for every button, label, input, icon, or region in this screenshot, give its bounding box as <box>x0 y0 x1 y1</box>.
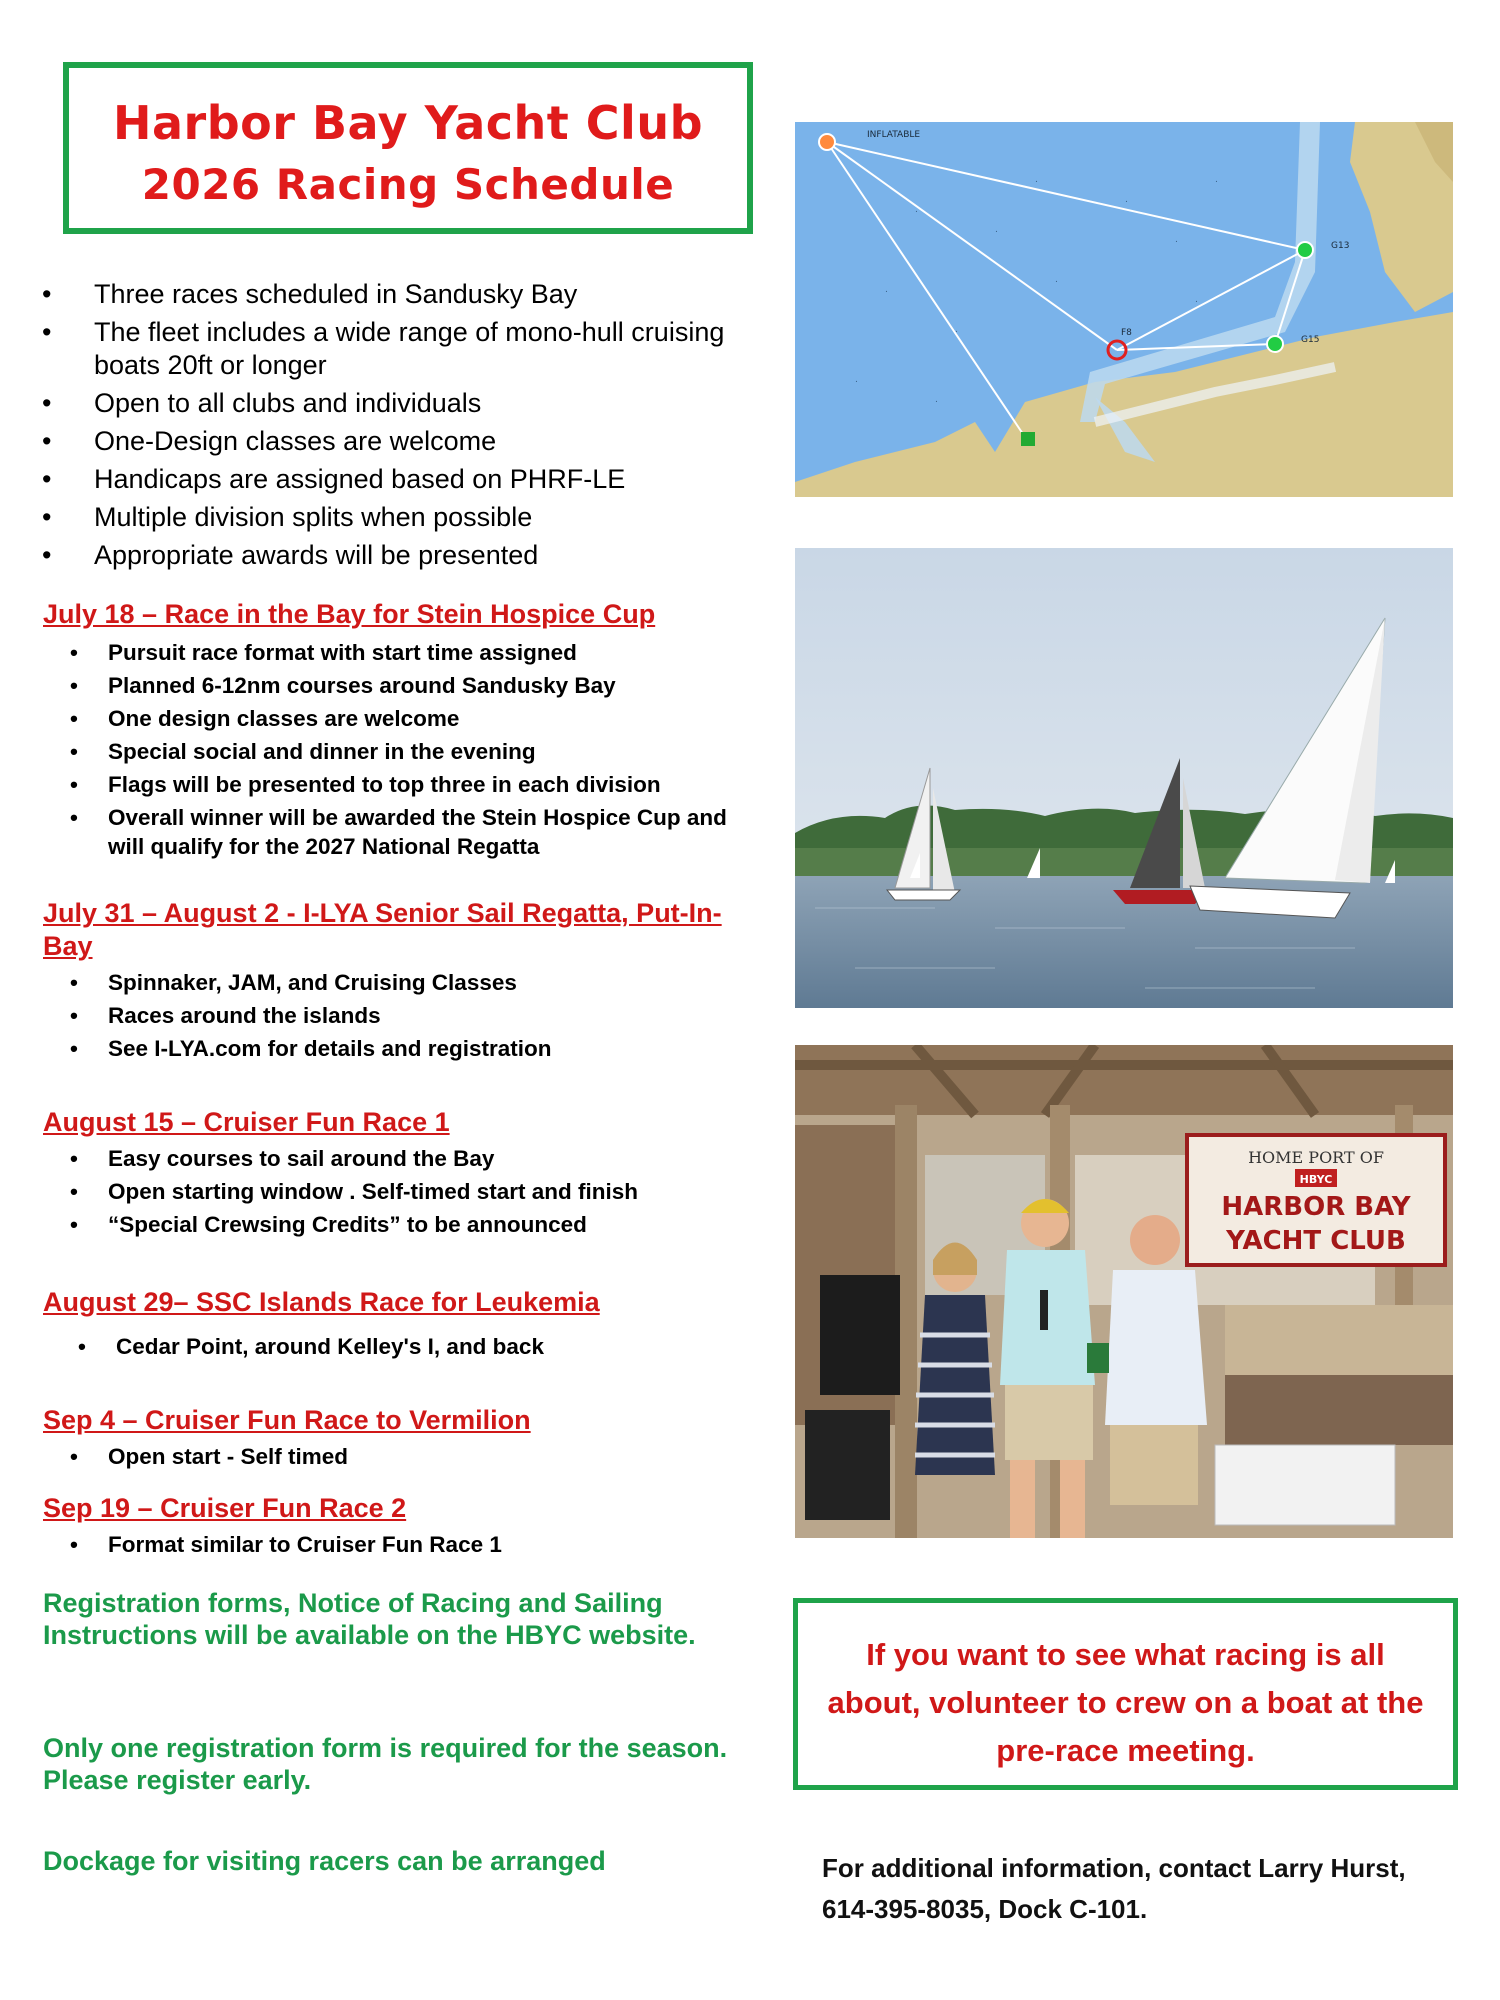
intro-bullet: • Handicaps are assigned based on PHRF-LE <box>42 463 742 496</box>
dockage-note: Dockage for visiting racers can be arranged <box>43 1846 606 1876</box>
event-list-stein-cup <box>70 636 750 861</box>
list-item: • Special social and dinner in the evening <box>70 735 750 768</box>
event-list-senior-regatta <box>70 966 750 1065</box>
intro-bullet: • Open to all clubs and individuals <box>42 387 742 420</box>
schedule-title: 2026 Racing Schedule <box>141 160 675 209</box>
intro-bullet-list <box>42 278 742 577</box>
sailboat-photo-graphic <box>795 548 1453 1008</box>
map-label-inflatable: INFLATABLE <box>867 130 921 140</box>
list-item: • Format similar to Cruiser Fun Race 1 <box>70 1528 750 1561</box>
event-heading-stein-cup: July 18 – Race in the Bay for Stein Hospice Cup <box>43 599 656 629</box>
event-list-fun-race-2 <box>70 1528 750 1561</box>
svg-text:.: . <box>955 325 958 335</box>
club-sign-line2: HARBOR BAY <box>1221 1192 1411 1222</box>
list-item: • Planned 6-12nm courses around Sandusky Bay <box>70 669 750 702</box>
trophy-cup-icon <box>1087 1343 1109 1373</box>
event-heading-vermilion: Sep 4 – Cruiser Fun Race to Vermilion <box>43 1405 531 1435</box>
club-sign-line1: HOME PORT OF <box>1248 1148 1384 1167</box>
intro-bullet: • Multiple division splits when possible <box>42 501 742 534</box>
registration-note: Registration forms, Notice of Racing and Sailing Instructions will be available on the HBYC website. <box>43 1588 696 1650</box>
map-label-g13: G13 <box>1331 241 1350 251</box>
start-mark-icon <box>1021 432 1035 446</box>
list-item: • Races around the islands <box>70 999 750 1032</box>
svg-text:.: . <box>1175 235 1178 245</box>
speaker-icon <box>820 1275 900 1395</box>
list-item: • Overall winner will be awarded the Stein Hospice Cup and will qualify for the 2027 National Regatta <box>70 803 750 861</box>
clubhouse-award-photo <box>795 1045 1453 1538</box>
list-item: • Easy courses to sail around the Bay <box>70 1142 750 1175</box>
svg-text:.: . <box>885 285 888 295</box>
event-list-fun-race-1 <box>70 1142 750 1241</box>
volunteer-callout-box <box>793 1598 1458 1790</box>
svg-text:.: . <box>935 395 938 405</box>
map-label-g15: G15 <box>1301 335 1320 345</box>
event-heading-islands-race: August 29– SSC Islands Race for Leukemia <box>43 1287 600 1317</box>
svg-text:.: . <box>1125 195 1128 205</box>
list-item: • “Special Crewsing Credits” to be announced <box>70 1208 750 1241</box>
list-item: • Cedar Point, around Kelley's I, and back <box>78 1330 758 1363</box>
title-box <box>63 62 753 234</box>
g15-mark-icon <box>1267 336 1283 352</box>
event-list-vermilion <box>70 1440 750 1473</box>
svg-text:.: . <box>1055 275 1058 285</box>
list-item: • Pursuit race format with start time assigned <box>70 636 750 669</box>
svg-text:.: . <box>1035 175 1038 185</box>
club-sign-badge: HBYC <box>1299 1173 1333 1186</box>
map-graphic <box>795 122 1453 497</box>
club-name: Harbor Bay Yacht Club <box>113 96 703 150</box>
intro-bullet: • One-Design classes are welcome <box>42 425 742 458</box>
intro-bullet: • Three races scheduled in Sandusky Bay <box>42 278 742 311</box>
list-item: • See I-LYA.com for details and registration <box>70 1032 750 1065</box>
svg-text:.: . <box>915 205 918 215</box>
intro-bullet: • Appropriate awards will be presented <box>42 539 742 572</box>
contact-info: For additional information, contact Larry Hurst, 614-395-8035, Dock C-101. <box>822 1853 1406 1924</box>
inflatable-mark-icon <box>819 134 835 150</box>
list-item: • Open start - Self timed <box>70 1440 750 1473</box>
sailboat-race-photo <box>795 548 1453 1008</box>
list-item: • One design classes are welcome <box>70 702 750 735</box>
event-heading-fun-race-1: August 15 – Cruiser Fun Race 1 <box>43 1107 450 1137</box>
intro-bullet: • The fleet includes a wide range of mono-hull cruising boats 20ft or longer <box>42 316 742 382</box>
event-heading-senior-regatta: July 31 – August 2 - I-LYA Senior Sail Regatta, Put-In-Bay <box>43 898 722 961</box>
svg-text:.: . <box>855 375 858 385</box>
single-form-note: Only one registration form is required for the season. Please register early. <box>43 1733 728 1795</box>
g13-mark-icon <box>1297 242 1313 258</box>
list-item: • Spinnaker, JAM, and Cruising Classes <box>70 966 750 999</box>
club-sign-line3: YACHT CLUB <box>1226 1226 1406 1256</box>
list-item: • Flags will be presented to top three in each division <box>70 768 750 801</box>
list-item: • Open starting window . Self-timed start and finish <box>70 1175 750 1208</box>
map-label-f8: F8 <box>1121 328 1132 338</box>
clubhouse-photo-graphic <box>795 1045 1453 1538</box>
svg-text:.: . <box>995 225 998 235</box>
volunteer-callout-text: If you want to see what racing is all about, volunteer to crew on a boat at the pre-race meeting. <box>827 1637 1424 1768</box>
event-heading-fun-race-2: Sep 19 – Cruiser Fun Race 2 <box>43 1493 407 1523</box>
svg-text:.: . <box>1195 295 1198 305</box>
svg-text:.: . <box>1215 175 1218 185</box>
race-course-map <box>795 122 1453 497</box>
event-list-islands-race <box>78 1330 758 1363</box>
